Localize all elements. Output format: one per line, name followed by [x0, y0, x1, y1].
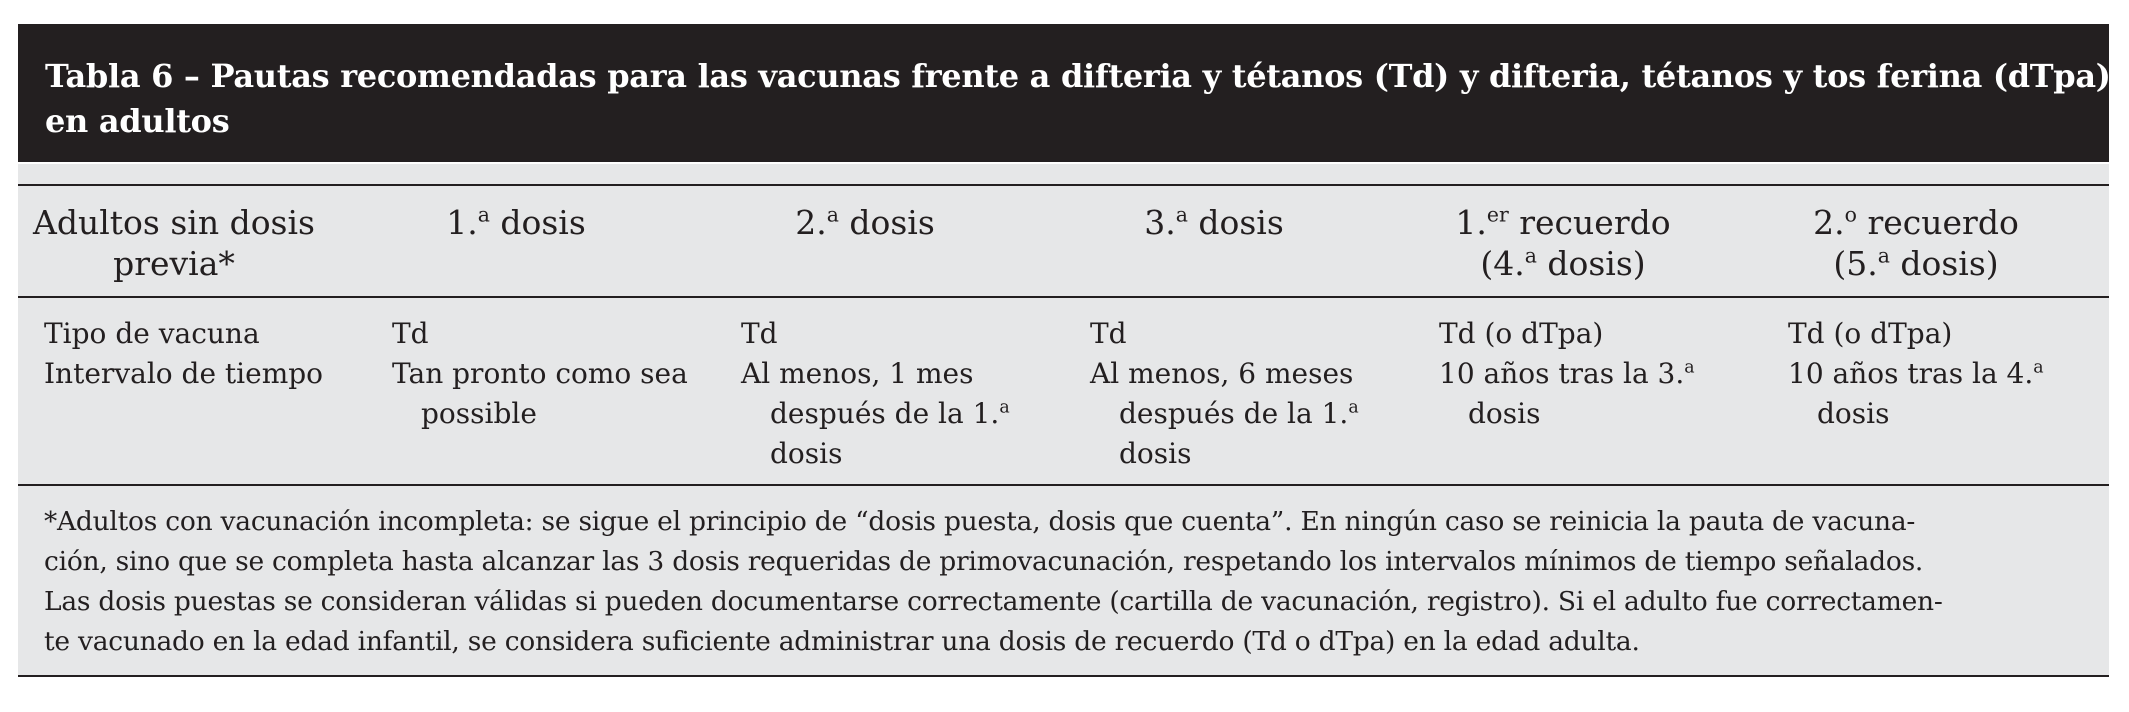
footnote-line-2: ción, sino que se completa hasta alcanzar las 3 dosis requeridas de primovacunación, respetando los intervalos mínimos de tiempo señalados. [44, 546, 1924, 577]
cell-first-dose [392, 314, 688, 434]
col3-interval-line1: Al menos, 6 meses [1090, 357, 1354, 390]
row-labels [44, 314, 323, 394]
footnote [44, 502, 2094, 662]
header-col5-sub-sup: a [1877, 243, 1890, 268]
header-col4-word: recuerdo [1508, 203, 1671, 242]
header-col5-line1 [1766, 202, 2066, 243]
col1-vaccine-type: Td [392, 317, 429, 350]
header-col4-sub-open: (4. [1480, 244, 1525, 283]
header-col1-num: 1. [446, 203, 478, 242]
header-col2-sup: a [826, 202, 839, 227]
col3-interval-line3: dosis [1119, 437, 1192, 470]
col4-interval-line2: dosis [1468, 397, 1541, 430]
body-rule [18, 484, 2109, 486]
col5-vaccine-type: Td (o dTpa) [1788, 317, 1953, 350]
cell-third-dose [1090, 314, 1359, 474]
header-second-dose [715, 202, 1015, 243]
top-rule [18, 184, 2109, 186]
header-first-booster [1413, 202, 1713, 284]
header-col3-word: dosis [1187, 203, 1284, 242]
col3-interval-line2-text: después de la 1. [1119, 397, 1349, 430]
col5-interval-line2: dosis [1817, 397, 1890, 430]
header-col3-num: 3. [1144, 203, 1176, 242]
header-col1-word: dosis [489, 203, 586, 242]
col2-interval-line2 [741, 394, 1010, 434]
header-col1-sup: a [477, 202, 490, 227]
header-col4-sub-sup: a [1524, 243, 1537, 268]
header-second-booster [1766, 202, 2066, 284]
header-col3-sup: a [1175, 202, 1188, 227]
cell-second-dose [741, 314, 1010, 474]
col3-interval-line2 [1090, 394, 1359, 434]
vaccine-schedule-table [18, 164, 2109, 677]
label-time-interval: Intervalo de tiempo [44, 357, 324, 390]
footnote-line-4: te vacunado en la edad infantil, se considera suficiente administrar una dosis de recuerdo (Td o dTpa) en la edad adulta. [44, 626, 1640, 657]
col3-vaccine-type: Td [1090, 317, 1127, 350]
col4-interval-line1-text: 10 años tras la 3. [1439, 357, 1685, 390]
table-title [18, 24, 2109, 162]
col4-interval-line1 [1439, 354, 1695, 394]
col2-interval-line2-sup: a [999, 397, 1010, 418]
title-line-1: Tabla 6 – Pautas recomendadas para las vacunas frente a difteria y tétanos (Td) y difteria, tétanos y tos ferina (dTpa) [45, 57, 2111, 95]
header-rule [18, 296, 2109, 298]
col5-interval-line1-sup: a [2033, 357, 2044, 378]
footnote-line-1: *Adultos con vacunación incompleta: se sigue el principio de “dosis puesta, dosis que cuenta”. En ningún caso se reinicia la pauta de vacuna- [44, 506, 1916, 537]
cell-first-booster [1439, 314, 1695, 434]
col1-interval-line2: possible [421, 397, 537, 430]
header-col4-sub-word: dosis) [1536, 244, 1646, 283]
header-col5-line2 [1766, 243, 2066, 284]
label-vaccine-type: Tipo de vacuna [44, 317, 260, 350]
header-col2-num: 2. [795, 203, 827, 242]
col4-vaccine-type: Td (o dTpa) [1439, 317, 1604, 350]
header-third-dose [1064, 202, 1364, 243]
header-col5-sub-open: (5. [1833, 244, 1878, 283]
header-col5-sub-word: dosis) [1889, 244, 1999, 283]
header-col4-num: 1. [1455, 203, 1487, 242]
header-col4-line1 [1413, 202, 1713, 243]
header-col4-line2 [1413, 243, 1713, 284]
col5-interval-line1-text: 10 años tras la 4. [1788, 357, 2034, 390]
col2-interval-line2-text: después de la 1. [770, 397, 1000, 430]
col3-interval-line2-sup: a [1348, 397, 1359, 418]
title-line-2: en adultos [45, 102, 230, 140]
col2-vaccine-type: Td [741, 317, 778, 350]
header-col0-line1: Adultos sin dosis [33, 203, 315, 242]
header-col2-word: dosis [838, 203, 935, 242]
cell-second-booster [1788, 314, 2044, 434]
col4-interval-line1-sup: a [1684, 357, 1695, 378]
footnote-line-3: Las dosis puestas se consideran válidas si pueden documentarse correctamente (cartilla de vacunación, registro). Si el adulto fue correctamen- [44, 586, 1943, 617]
header-adults-without-previous-dose [18, 202, 330, 284]
col5-interval-line1 [1788, 354, 2044, 394]
header-col5-sup: o [1844, 202, 1857, 227]
bottom-rule [18, 675, 2109, 677]
header-col5-word: recuerdo [1856, 203, 2019, 242]
col1-interval-line1: Tan pronto como sea [392, 357, 688, 390]
header-col5-num: 2. [1813, 203, 1845, 242]
col2-interval-line1: Al menos, 1 mes [741, 357, 974, 390]
col2-interval-line3: dosis [770, 437, 843, 470]
header-col0-line2: previa* [113, 244, 235, 283]
header-col4-sup: er [1486, 202, 1509, 227]
header-first-dose [366, 202, 666, 243]
